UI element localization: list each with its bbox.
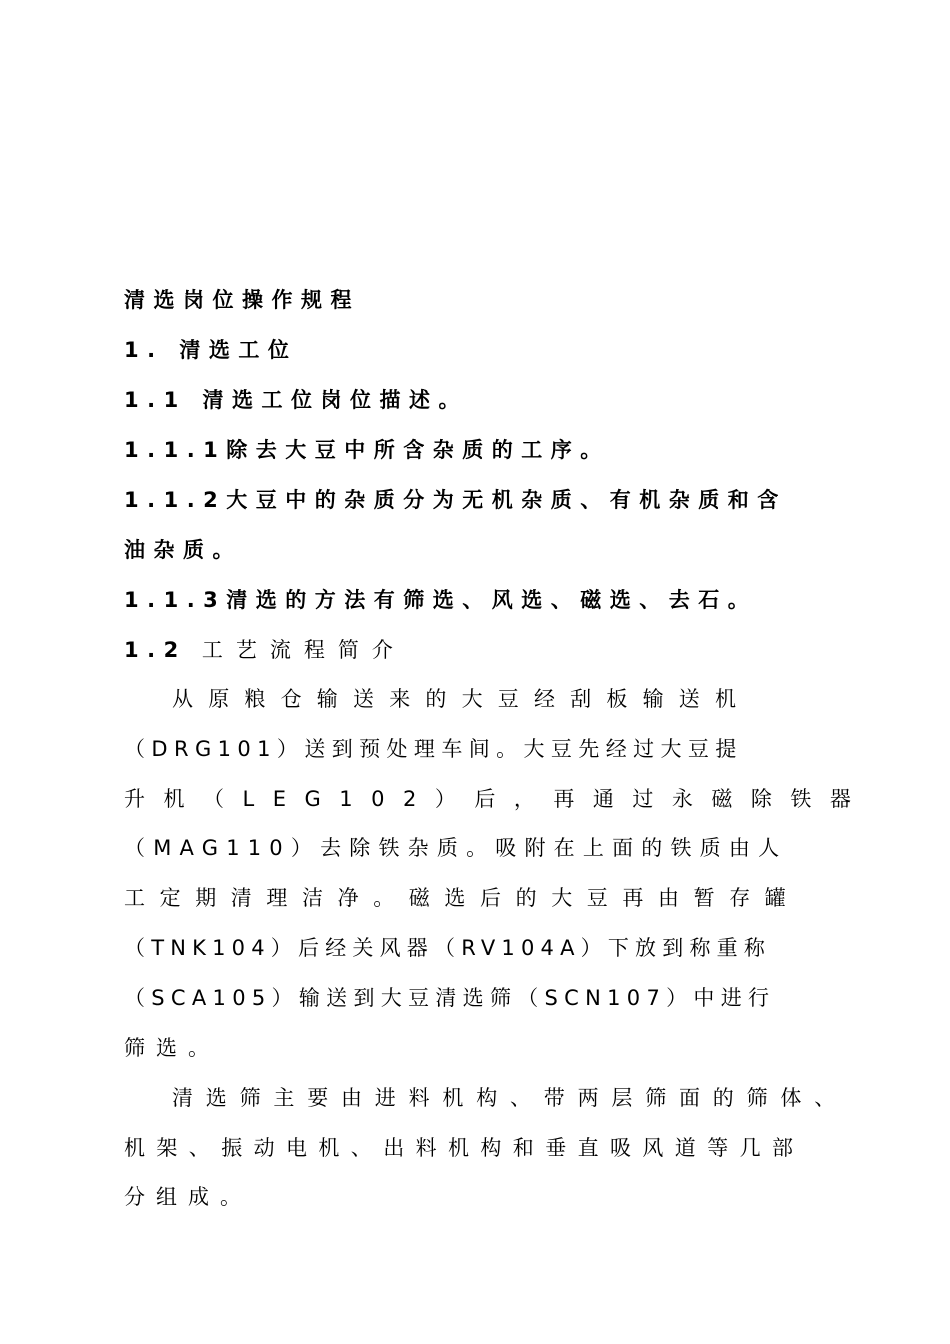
paragraph-1-line-6: （TNK104）后经关风器（RV104A）下放到称重称 (124, 936, 772, 960)
paragraph-1-line-8: 筛选。 (124, 1036, 220, 1060)
paragraph-1-line-2: （DRG101）送到预处理车间。大豆先经过大豆提 (124, 737, 743, 761)
heading-1-1: 1.1 清选工位岗位描述。 (124, 388, 469, 412)
paragraph-2-line-2: 机架、振动电机、出料机构和垂直吸风道等几部 (124, 1136, 805, 1160)
heading-1-1-2: 1.1.2大豆中的杂质分为无机杂质、有机杂质和含 (124, 488, 787, 512)
heading-1-2-number: 1.2 (124, 638, 187, 662)
heading-1-1-2-cont: 油杂质。 (124, 538, 242, 562)
paragraph-2-line-3: 分组成。 (124, 1185, 252, 1209)
heading-1-2-title: 工艺流程简介 (201, 638, 406, 662)
heading-1-2 (124, 635, 406, 665)
paragraph-1-line-7: （SCA105）输送到大豆清选筛（SCN107）中进行 (124, 986, 776, 1010)
paragraph-2-line-1: 清选筛主要由进料机构、带两层筛面的筛体、 (172, 1086, 848, 1110)
heading-1-1-3: 1.1.3清选的方法有筛选、风选、磁选、去石。 (124, 588, 758, 612)
paragraph-1-line-3: 升机（LEG102）后，再通过永磁除铁器 (124, 787, 870, 811)
paragraph-1-line-5: 工定期清理洁净。磁选后的大豆再由暂存罐 (124, 886, 801, 910)
heading-1: 1. 清选工位 (124, 338, 298, 362)
heading-1-1-1: 1.1.1除去大豆中所含杂质的工序。 (124, 438, 610, 462)
document-title: 清选岗位操作规程 (124, 288, 360, 312)
paragraph-1-line-1: 从原粮仓输送来的大豆经刮板输送机 (172, 687, 752, 711)
paragraph-1-line-4: （MAG110）去除铁杂质。吸附在上面的铁质由人 (124, 836, 788, 860)
